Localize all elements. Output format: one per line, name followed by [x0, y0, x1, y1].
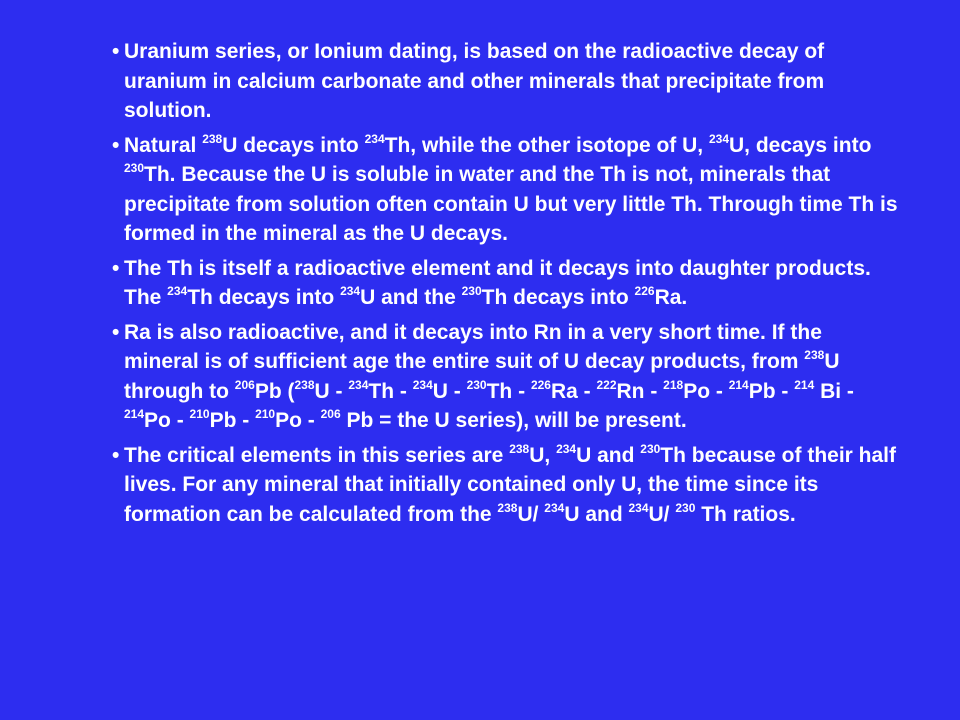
isotope-superscript: 238 — [509, 441, 530, 456]
text-run: Natural — [124, 133, 203, 157]
text-run: Th - — [486, 379, 531, 403]
isotope-superscript: 234 — [340, 284, 361, 298]
isotope-superscript: 226 — [530, 377, 551, 392]
text-run: Po - — [144, 409, 190, 432]
text-run: Pb = the U series), will be present. — [340, 409, 687, 432]
bullet-text — [124, 321, 854, 433]
isotope-superscript: 230 — [461, 284, 482, 298]
bullet-text — [124, 257, 871, 310]
isotope-superscript: 214 — [728, 377, 749, 392]
bullet-item — [112, 131, 902, 249]
text-run: Pb ( — [254, 379, 295, 403]
bullet-item — [112, 318, 902, 436]
bullet-text — [124, 131, 898, 246]
isotope-superscript: 238 — [294, 377, 315, 392]
bullet-marker: • — [112, 256, 120, 280]
text-run: Th decays into — [187, 286, 341, 309]
bullet-marker: • — [112, 133, 120, 157]
bullet-text — [124, 40, 824, 122]
text-run: U decays into — [222, 133, 365, 157]
text-run: U and — [576, 443, 641, 467]
text-run: U - — [432, 379, 467, 403]
isotope-superscript: 210 — [255, 407, 276, 421]
isotope-superscript: 206 — [320, 407, 341, 421]
isotope-superscript: 234 — [364, 131, 385, 146]
bullet-item — [112, 254, 902, 313]
isotope-superscript: 218 — [663, 377, 684, 392]
text-run: Ra - — [550, 379, 597, 403]
text-run: Bi - — [814, 379, 854, 403]
isotope-superscript: 238 — [202, 131, 223, 146]
bullet-item — [112, 37, 902, 126]
text-run: U and — [564, 502, 629, 526]
text-run: Ra. — [654, 286, 688, 309]
text-run: Pb - — [209, 409, 256, 432]
bullet-text — [124, 441, 897, 526]
bullet-marker: • — [112, 40, 120, 63]
isotope-superscript: 234 — [412, 377, 433, 392]
isotope-superscript: 234 — [348, 377, 369, 392]
text-run: The critical elements in this series are — [124, 443, 510, 467]
isotope-superscript: 234 — [628, 500, 649, 515]
isotope-superscript: 230 — [640, 441, 661, 456]
isotope-superscript: 230 — [675, 500, 696, 515]
text-run: Rn - — [616, 379, 664, 403]
text-run: U - — [314, 379, 349, 403]
text-run: Uranium series, or Ionium dating, is based on the radioactive decay of uranium in calcium carbonate and other minerals that precipitate from solution. — [124, 40, 825, 122]
text-run: U, decays into — [729, 133, 872, 157]
isotope-superscript: 238 — [497, 500, 518, 515]
text-run: Th, while the other isotope of U, — [384, 133, 709, 157]
bullet-marker: • — [112, 320, 120, 344]
text-run: Th decays into — [481, 286, 635, 309]
text-run: Pb - — [748, 379, 795, 403]
text-run: U/ — [517, 502, 545, 526]
isotope-superscript: 234 — [544, 500, 565, 515]
text-run: U and the — [360, 286, 462, 309]
text-run: Th because of their half lives. For any mineral that initially contained only U, the time since its formation can be calculated from the — [124, 443, 897, 526]
isotope-superscript: 238 — [804, 348, 825, 362]
text-run: The Th is itself a radioactive element and it decays into daughter products. The — [124, 256, 871, 309]
isotope-superscript: 214 — [124, 407, 145, 421]
isotope-superscript: 222 — [596, 377, 617, 392]
isotope-superscript: 234 — [167, 284, 188, 298]
isotope-superscript: 230 — [124, 161, 145, 175]
bullet-item — [112, 441, 902, 530]
isotope-superscript: 206 — [234, 377, 255, 392]
text-run: Ra is also radioactive, and it decays into Rn in a very short time. If the mineral is of sufficient age the entire suit of U decay products, from — [124, 320, 822, 373]
isotope-superscript: 230 — [466, 377, 487, 392]
bullet-marker: • — [112, 443, 120, 467]
isotope-superscript: 214 — [794, 377, 815, 392]
text-run: Po - — [683, 379, 729, 403]
text-run: Th ratios. — [695, 502, 796, 526]
isotope-superscript: 234 — [708, 131, 730, 146]
text-run: Po - — [275, 409, 321, 432]
isotope-superscript: 210 — [189, 407, 210, 421]
bullet-list — [112, 37, 902, 534]
text-run: U, — [529, 443, 557, 467]
text-run: U through to — [124, 350, 840, 403]
text-run: Th - — [368, 379, 413, 403]
isotope-superscript: 226 — [634, 284, 655, 298]
isotope-superscript: 234 — [556, 441, 577, 456]
text-run: U/ — [648, 502, 676, 526]
text-run: Th. Because the U is soluble in water and the Th is not, minerals that precipitate from solution often contain U but very little Th. Through time Th is formed in the mineral as the U decays. — [124, 163, 898, 245]
